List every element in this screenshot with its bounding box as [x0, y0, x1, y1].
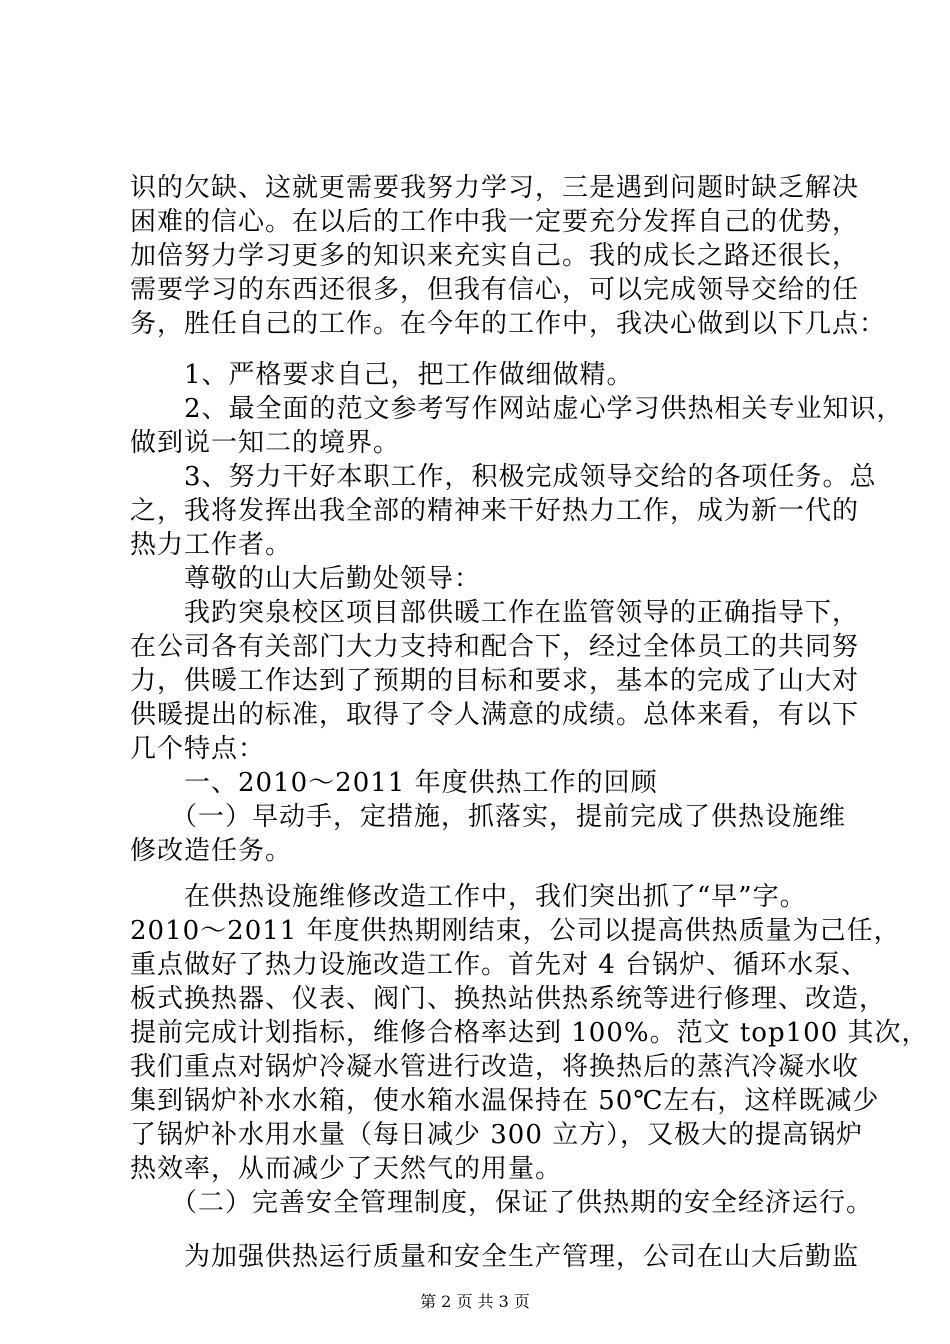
body-line: 在供热设施维修改造工作中，我们突出抓了“早”字。 — [130, 882, 807, 912]
body-line: 供暖提出的标准，取得了令人满意的成绩。总体来看，有以下 — [130, 700, 860, 730]
body-line: 我们重点对锅炉冷凝水管进行改造，将换热后的蒸汽冷凝水收 — [130, 1052, 860, 1082]
body-line: 做到说一知二的境界。 — [130, 428, 401, 458]
body-line: 为加强供热运行质量和安全生产管理，公司在山大后勤监 — [130, 1242, 860, 1272]
page-footer: 第 2 页 共 3 页 — [420, 1292, 530, 1311]
list-item: 1、严格要求自己，把工作做细做精。 — [130, 360, 634, 390]
list-item: 2、最全面的范文参考写作网站虚心学习供热相关专业知识， — [130, 394, 904, 424]
body-line: 务，胜任自己的工作。在今年的工作中，我决心做到以下几点： — [130, 309, 887, 339]
body-line: 在公司各有关部门大力支持和配合下，经过全体员工的共同努 — [130, 632, 860, 662]
salutation: 尊敬的山大后勤处领导： — [130, 564, 482, 594]
body-line: 集到锅炉补水水箱，使水箱水温保持在 50℃左右，这样既减少 — [130, 1086, 880, 1116]
body-line: 热力工作者。 — [130, 530, 293, 560]
body-line: 困难的信心。在以后的工作中我一定要充分发挥自己的优势， — [130, 207, 860, 237]
body-line: 修改造任务。 — [130, 836, 293, 866]
list-item: 3、努力干好本职工作，积极完成领导交给的各项任务。总 — [130, 462, 877, 492]
body-line: 板式换热器、仪表、阀门、换热站供热系统等进行修理、改造， — [130, 984, 887, 1014]
subsection-heading: （一）早动手，定措施，抓落实，提前完成了供热设施维 — [130, 802, 847, 832]
body-line: 我趵突泉校区项目部供暖工作在监管领导的正确指导下， — [130, 598, 860, 628]
body-line: 重点做好了热力设施改造工作。首先对 4 台锅炉、循环水泵、 — [130, 950, 869, 980]
body-line: 提前完成计划指标，维修合格率达到 100%。范文 top100 其次， — [130, 1018, 929, 1048]
body-line: 2010～2011 年度供热期刚结束，公司以提高供热质量为己任， — [130, 916, 901, 946]
subsection-heading: （二）完善安全管理制度，保证了供热期的安全经济运行。 — [130, 1188, 874, 1218]
body-line: 识的欠缺、这就更需要我努力学习，三是遇到问题时缺乏解决 — [130, 173, 860, 203]
body-line: 需要学习的东西还很多，但我有信心，可以完成领导交给的任 — [130, 275, 860, 305]
body-line: 几个特点： — [130, 734, 266, 764]
section-heading: 一、2010～2011 年度供热工作的回顾 — [130, 768, 658, 798]
body-line: 了锅炉补水用水量（每日减少 300 立方），又极大的提高锅炉 — [130, 1120, 864, 1150]
body-line: 加倍努力学习更多的知识来充实自己。我的成长之路还很长， — [130, 241, 860, 271]
body-line: 力，供暖工作达到了预期的目标和要求，基本的完成了山大对 — [130, 666, 860, 696]
body-line: 热效率，从而减少了天然气的用量。 — [130, 1154, 563, 1184]
body-line: 之，我将发挥出我全部的精神来干好热力工作，成为新一代的 — [130, 496, 860, 526]
